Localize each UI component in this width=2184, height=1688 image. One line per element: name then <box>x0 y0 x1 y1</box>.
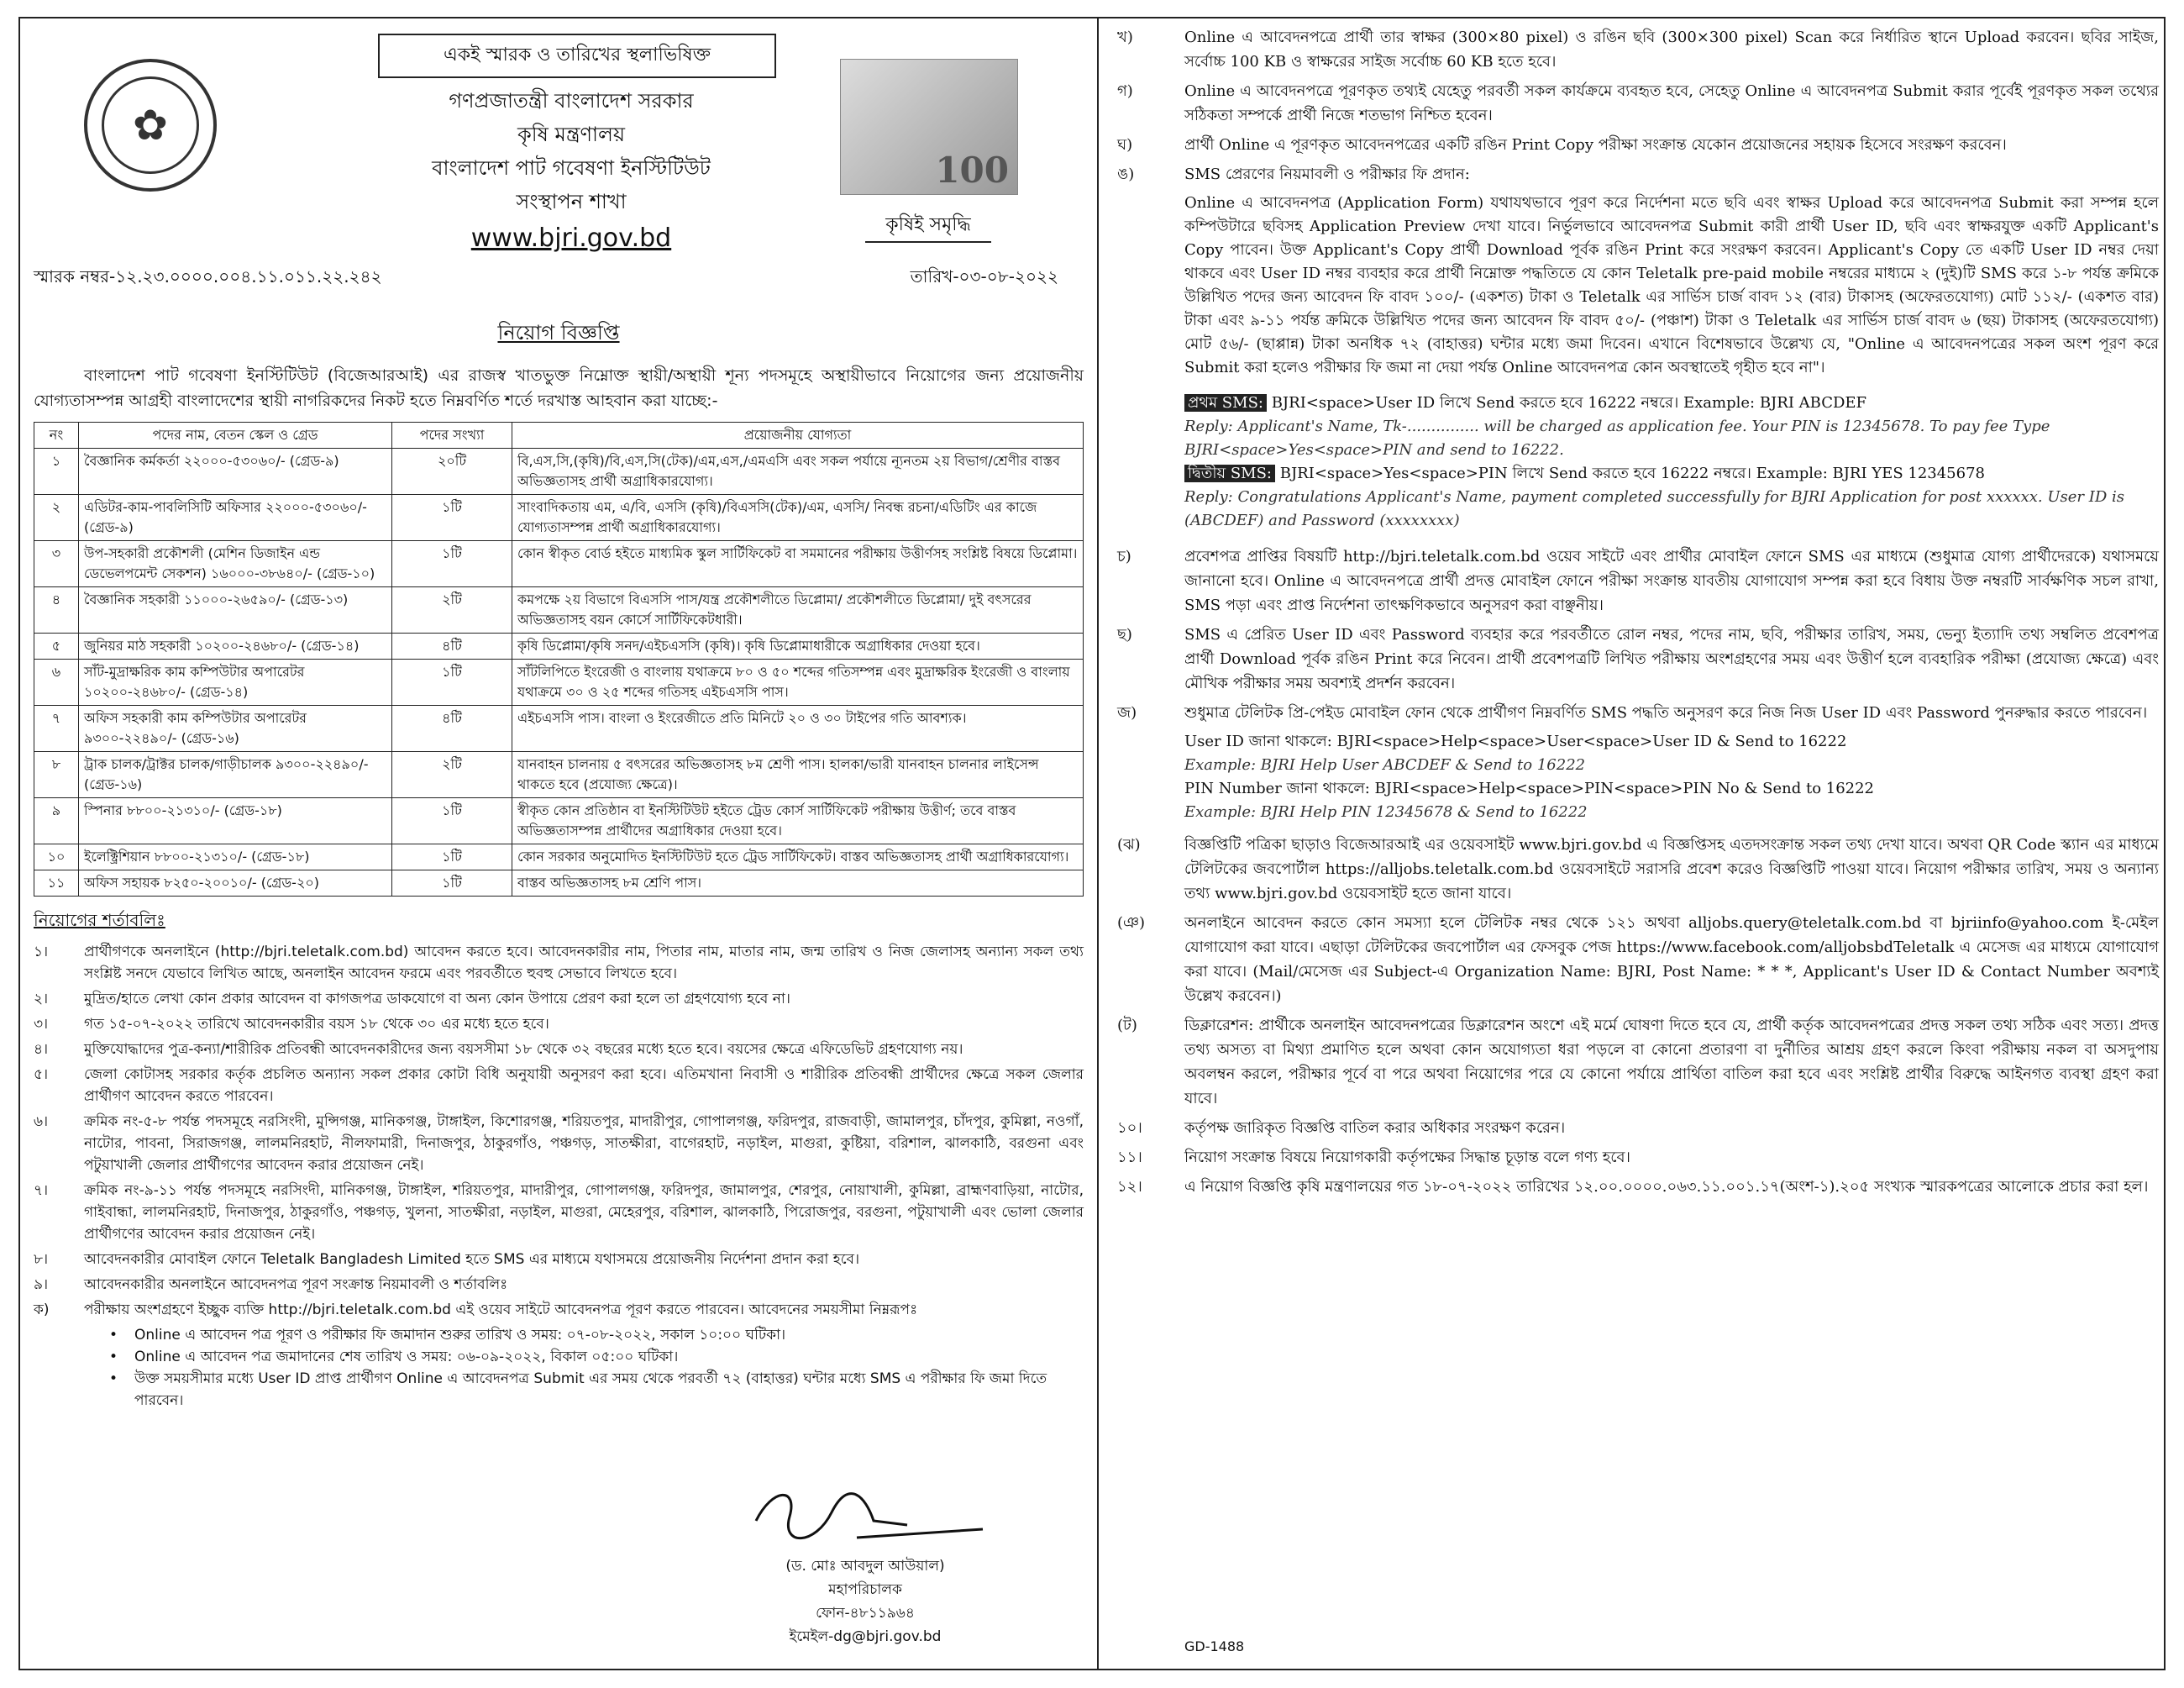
right-column <box>1117 25 2159 1204</box>
table-row <box>34 844 1084 870</box>
vacancy-rows <box>34 449 1084 897</box>
row-post: জুনিয়র মাঠ সহকারী ১০২০০-২৪৬৮০/- (গ্রেড-১৪) <box>79 634 392 660</box>
item-number: চ) <box>1117 548 1131 565</box>
row-qual: এইচএসসি পাস। বাংলা ও ইংরেজীতে প্রতি মিনিটে ২০ ও ৩০ টাইপের গতি আবশ্যক। <box>512 706 1084 752</box>
item-number: ১। <box>34 944 49 960</box>
item-text: অনলাইনে আবেদন করতে কোন সমস্যা হলে টেলিটক নম্বর থেকে ১২১ অথবা alljobs.query@teletalk.com.bd বা bjriinfo@yahoo.com ই-মেইল যোগাযোগ করা যাবে। এছাড়া টেলিটকের জবপোর্টাল এর ফেসবুক পেজ https://www.facebook.com/alljobsbdTeletalk এ মেসেজ এর মাধ্যমে যোগাযোগ করা যাবে। (Mail/মেসেজ এর Subject-এ Organization Name: BJRI, Post Name: * * *, Applicant's User ID & Contact Number অবশ্যই উল্লেখ করবেন।) <box>1184 914 2159 1005</box>
rules-list-b <box>1117 544 2159 725</box>
row-no: ৭ <box>34 706 79 752</box>
item-number: ৪। <box>34 1041 49 1058</box>
item-number: (ঝ) <box>1117 836 1141 854</box>
item-number: ঙ) <box>1117 166 1135 183</box>
table-row <box>34 706 1084 752</box>
list-item <box>1117 162 2159 187</box>
row-count: ২টি <box>392 752 512 798</box>
sms-second-text: BJRI<space>Yes<space>PIN লিখে Send করতে হবে 16222 নম্বরে। Example: BJRI YES 12345678 <box>1279 465 1985 482</box>
list-item <box>1117 79 2159 128</box>
list-item <box>34 1111 1084 1176</box>
sms-first-text: BJRI<space>User ID লিখে Send করতে হবে 16222 নম্বরে। Example: BJRI ABCDEF <box>1271 394 1867 412</box>
signatory-name: (ড. মোঃ আবদুল আউয়াল) <box>785 1558 945 1575</box>
row-count: ১টি <box>392 541 512 587</box>
table-row <box>34 798 1084 844</box>
row-post: বৈজ্ঞানিক সহকারী ১১০০০-২৬৫৯০/- (গ্রেড-১৩) <box>79 587 392 634</box>
bullet-icon: • <box>109 1370 118 1387</box>
table-row <box>34 660 1084 706</box>
column-divider <box>1097 17 1099 1670</box>
table-header-row <box>34 423 1084 449</box>
conditions-list <box>34 941 1084 1321</box>
banner-box: একই স্মারক ও তারিখের স্থলাভিষিক্ত <box>378 34 776 78</box>
institute-seal-icon: ✿ <box>84 59 217 192</box>
item-text: শুধুমাত্র টেলিটক প্রি-পেইড মোবাইল ফোন থেকে প্রার্থীগণ নিম্নবর্ণিত SMS পদ্ধতি অনুসরণ করে নিজ নিজ User ID এবং Password পুনরুদ্ধার করতে পারবেন। <box>1184 704 2148 722</box>
item-number: গ) <box>1117 82 1133 100</box>
list-item <box>1117 1013 2159 1111</box>
deadline-text: Online এ আবেদন পত্র পূরণ ও পরীক্ষার ফি জমাদান শুরুর তারিখ ও সময়: ০৭-০৮-২০২২, সকাল ১০:০০ ঘটিকা। <box>134 1327 786 1344</box>
table-row <box>34 495 1084 541</box>
item-text: নিয়োগ সংক্রান্ত বিষয়ে নিয়োগকারী কর্তৃপক্ষের সিদ্ধান্ত চূড়ান্ত বলে গণ্য হবে। <box>1184 1149 1630 1166</box>
item-number: ১০। <box>1117 1119 1142 1137</box>
sms-first <box>1184 392 2159 415</box>
signatory-title: মহাপরিচালক <box>828 1581 902 1598</box>
signature-block <box>714 1479 1016 1649</box>
portrait-mark: 100 <box>935 150 1009 191</box>
row-post: ইলেক্ট্রিশিয়ান ৮৮০০-২১৩১০/- (গ্রেড-১৮) <box>79 844 392 870</box>
item-text: কর্তৃপক্ষ জারিকৃত বিজ্ঞপ্তি বাতিল করার অধিকার সংরক্ষণ করেন। <box>1184 1119 1566 1137</box>
list-item <box>34 1180 1084 1245</box>
item-number: ছ) <box>1117 626 1132 644</box>
row-no: ৪ <box>34 587 79 634</box>
item-number: (ঞ) <box>1117 914 1146 932</box>
item-text: বিজ্ঞপ্তিটি পত্রিকা ছাড়াও বিজেআরআই এর ওয়েবসাইট www.bjri.gov.bd এ বিজ্ঞপ্তিসহ এতদসংক্রান্ত সকল তথ্য দেখা যাবে। অথবা QR Code স্ক্যান এর মাধ্যমে টেলিটকের জবপোর্টাল https://alljobs.teletalk.com.bd ওয়েবসাইটে সরাসরি প্রবেশ করেও বিজ্ঞপ্তিটি পাওয়া যাবে। নিয়োগ পরীক্ষার তারিখ, সময় ও অন্যান্য তথ্য www.bjri.gov.bd ওয়েবসাইট হতে জানা যাবে। <box>1184 836 2159 902</box>
item-text: SMS এ প্রেরিত User ID এবং Password ব্যবহার করে পরবর্তীতে রোল নম্বর, পদের নাম, ছবি, পরীক্ষার তারিখ, সময়, ভেন্যু ইত্যাদি তথ্য সম্বলিত প্রবেশপত্র প্রার্থী Download পূর্বক রঙিন Print করে নিবেন। প্রার্থী প্রবেশপত্রটি লিখিত পরীক্ষায় অংশগ্রহণের সময় এবং উত্তীর্ণ হলে ব্যবহারিক পরীক্ষা (প্রযোজ্য ক্ষেত্রে) এবং মৌখিক পরীক্ষার সময় অবশ্যই প্রদর্শন করবেন। <box>1184 626 2159 692</box>
item-text: SMS প্রেরণের নিয়মাবলী ও পরীক্ষার ফি প্রদান: <box>1184 166 1470 183</box>
row-post: উপ-সহকারী প্রকৌশলী (মেশিন ডিজাইন এন্ড ডেভেলপমেন্ট সেকশন) ১৬০০০-৩৮৬৪০/- (গ্রেড-১০) <box>79 541 392 587</box>
row-no: ৯ <box>34 798 79 844</box>
table-row <box>34 752 1084 798</box>
signatory-email[interactable]: ইমেইল-dg@bjri.gov.bd <box>789 1628 942 1645</box>
institute-name: বাংলাদেশ পাট গবেষণা ইনস্টিটিউট <box>432 156 711 180</box>
row-qual: যানবাহন চালনায় ৫ বৎসরের অভিজ্ঞতাসহ ৮ম শ্রেণী পাস। হালকা/ভারী যানবাহন চালনার লাইসেন্স থাকতে হবে (প্রযোজ্য ক্ষেত্রে)। <box>512 752 1084 798</box>
list-item <box>1117 1175 2159 1199</box>
bullet-icon: • <box>109 1327 118 1344</box>
item-number: ৮। <box>34 1251 49 1268</box>
item-text: ডিক্লারেশন: প্রার্থীকে অনলাইন আবেদনপত্রের ডিক্লারেশন অংশে এই মর্মে ঘোষণা দিতে হবে যে, প্রার্থী কর্তৃক আবেদনপত্রের প্রদত্ত সকল তথ্য সঠিক এবং সত্য। প্রদত্ত তথ্য অসত্য বা মিথ্যা প্রমাণিত হলে অথবা কোন অযোগ্যতা ধরা পড়লে বা কোনো প্রতারণা বা দুর্নীতির আশ্রয় গ্রহণ করলে কিংবা পরীক্ষায় নকল বা অসদুপায় অবলম্বন করলে, পরীক্ষার পূর্বে বা পরে অথবা নিয়োগের পরে যে কোনো পর্যায়ে প্রার্থিতা বাতিল করা হবে এবং সংশ্লিষ্ট প্রার্থীর বিরুদ্ধে আইনগত ব্যবস্থা গ্রহণ করা যাবে। <box>1184 1017 2159 1107</box>
notice-intro: বাংলাদেশ পাট গবেষণা ইনস্টিটিউট (বিজেআরআই) এর রাজস্ব খাতভুক্ত নিম্নোক্ত স্থায়ী/অস্থায়ী শূন্য পদসমূহে অস্থায়ীভাবে নিয়োগের জন্য প্রয়োজনীয় যোগ্যতাসম্পন্ন আগ্রহী বাংলাদেশের স্থায়ী নাগরিকদের নিকট হতে নিম্নবর্ণিত শর্তে দরখাস্ত আহবান করা যাচ্ছে:- <box>34 366 1084 410</box>
list-item <box>1117 1145 2159 1170</box>
item-text: জেলা কোটাসহ সরকার কর্তৃক প্রচলিত অন্যান্য সকল প্রকার কোটা বিধি অনুযায়ী অনুসরণ করা হবে। এতিমখানা নিবাসী ও শারীরিক প্রতিবন্ধী প্রার্থীদের ক্ষেত্রে সকল জেলার প্রার্থীগণ আবেদন করতে পারবেন। <box>84 1066 1084 1105</box>
list-item <box>34 1249 1084 1270</box>
item-text: প্রবেশপত্র প্রাপ্তির বিষয়টি http://bjri.teletalk.com.bd ওয়েব সাইটে এবং প্রার্থীর মোবাইল ফোনে SMS এর মাধ্যমে (শুধুমাত্র যোগ্য প্রার্থীদেরকে) যথাসময়ে জানানো হবে। Online এ আবেদনপত্রে প্রার্থী প্রদত্ত মোবাইল ফোনে পরীক্ষা সংক্রান্ত যাবতীয় যোগাযোগ সম্পন্ন করা হবে বিধায় উক্ত নম্বরটি সার্বক্ষণিক সচল রাখা, SMS পড়া এবং প্রাপ্ত নির্দেশনা তাৎক্ষণিকভাবে অনুসরণ করা বাঞ্ছনীয়। <box>1184 548 2159 614</box>
sms-first-reply: Reply: Applicant's Name, Tk-............... will be charged as application fee. Your PIN is 12345678. To pay fee Type BJRI<space>Yes<space>PIN and send to 16222. <box>1184 418 2050 459</box>
gov-name: গণপ্রজাতন্ত্রী বাংলাদেশ সরকার <box>449 89 694 113</box>
row-no: ৮ <box>34 752 79 798</box>
list-item <box>1117 133 2159 157</box>
deadline-text: উক্ত সময়সীমার মধ্যে User ID প্রাপ্ত প্রার্থীগণ Online এ আবেদনপত্র Submit এর সময় থেকে পরবর্তী ৭২ (বাহাত্তর) ঘন্টার মধ্যে SMS এ পরীক্ষার ফি জমা দিতে পারবেন। <box>134 1370 1047 1409</box>
row-qual: সাংবাদিকতায় এম, এ/বি, এসসি (কৃষি)/বিএসসি(টেক)/এম, এসসি/ নিবন্ধ রচনা/এডিটিং এর কাজে যোগ্যতাসম্পন্ন প্রার্থী অগ্রাধিকারযোগ্য। <box>512 495 1084 541</box>
col-qual: প্রয়োজনীয় যোগ্যতা <box>512 423 1084 449</box>
letterhead <box>34 25 1084 302</box>
item-number: জ) <box>1117 704 1137 722</box>
bullet-icon: • <box>109 1349 118 1365</box>
signature-scribble-icon <box>739 1479 991 1554</box>
list-item <box>34 1299 1084 1321</box>
row-qual: কোন সরকার অনুমোদিত ইনস্টিটিউট হতে ট্রেড সার্টিফিকেট। বাস্তব অভিজ্ঞতাসহ প্রার্থী অগ্রাধিকারযোগ্য। <box>512 844 1084 870</box>
portrait-image <box>840 59 1018 195</box>
item-text: মুক্তিযোদ্ধাদের পুত্র-কন্যা/শারীরিক প্রতিবন্ধী আবেদনকারীদের জন্য বয়সসীমা ১৮ থেকে ৩২ বছরের মধ্যে হতে হবে। বয়সের ক্ষেত্রে এফিডেভিট গ্রহণযোগ্য নয়। <box>84 1041 963 1058</box>
deadline-bullets <box>34 1324 1084 1412</box>
row-count: ১টি <box>392 660 512 706</box>
row-qual: স্বীকৃত কোন প্রতিষ্ঠান বা ইনস্টিটিউট হইতে ট্রেড কোর্স সার্টিফিকেট পরীক্ষায় উত্তীর্ণ; তবে বাস্তব অভিজ্ঞতাসম্পন্ন প্রার্থীদের অগ্রাধিকার দেওয়া হবে। <box>512 798 1084 844</box>
table-row <box>34 449 1084 495</box>
row-post: এডিটর-কাম-পাবলিসিটি অফিসার ২২০০০-৫৩০৬০/- (গ্রেড-৯) <box>79 495 392 541</box>
row-post: স্পিনার ৮৮০০-২১৩১০/- (গ্রেড-১৮) <box>79 798 392 844</box>
row-post: বৈজ্ঞানিক কর্মকর্তা ২২০০০-৫৩০৬০/- (গ্রেড-৯) <box>79 449 392 495</box>
item-number: ৬। <box>34 1113 49 1130</box>
item-text: মুদ্রিত/হাতে লেখা কোন প্রকার আবেদন বা কাগজপত্র ডাকযোগে বা অন্য কোন উপায়ে প্রেরণ করা হলে তা গ্রহণযোগ্য হবে না। <box>84 991 790 1007</box>
ministry-name: কৃষি মন্ত্রণালয় <box>517 123 625 146</box>
list-item <box>34 1064 1084 1107</box>
memo-number: স্মারক নম্বর-১২.২৩.০০০০.০০৪.১১.০১১.২২.২৪২ <box>34 266 382 287</box>
item-number: ক) <box>34 1301 50 1318</box>
row-qual: কমপক্ষে ২য় বিভাগে বিএসসি পাস/যন্ত্র প্রকৌশলীতে ডিপ্লোমা/ প্রকৌশলীতে ডিপ্লোমা/ দুই বৎসরের অভিজ্ঞতাসহ বয়ন কোর্সে সার্টিফিকেটধারী। <box>512 587 1084 634</box>
table-row <box>34 541 1084 587</box>
row-count: ২টি <box>392 587 512 634</box>
row-count: ২০টি <box>392 449 512 495</box>
row-count: ১টি <box>392 798 512 844</box>
item-text: আবেদনকারীর মোবাইল ফোনে Teletalk Bangladesh Limited হতে SMS এর মাধ্যমে যথাসময়ে প্রয়োজনীয় নির্দেশনা প্রদান করা হবে। <box>84 1251 860 1268</box>
recover-line: PIN Number জানা থাকলে: BJRI<space>Help<space>PIN<space>PIN No & Send to 16222 <box>1184 780 1875 797</box>
list-item <box>34 1274 1084 1296</box>
sms-second <box>1184 462 2159 486</box>
item-text: আবেদনকারীর অনলাইনে আবেদনপত্র পূরণ সংক্রান্ত নিয়মাবলী ও শর্তাবলিঃ <box>84 1276 508 1293</box>
col-post: পদের নাম, বেতন স্কেল ও গ্রেড <box>79 423 392 449</box>
sms-first-label: প্রথম SMS: <box>1184 394 1267 412</box>
item-text: ক্রমিক নং-৫-৮ পর্যন্ত পদসমূহে নরসিংদী, মুন্সিগঞ্জ, মানিকগঞ্জ, টাঙ্গাইল, কিশোরগঞ্জ, শরিয়তপুর, মাদারীপুর, গোপালগঞ্জ, ফরিদপুর, রাজবাড়ী, জামালপুর, চাঁদপুর, কুমিল্লা, নওগাঁ, নাটোর, পাবনা, সিরাজগঞ্জ, লালমনিরহাট, নীলফামারী, দিনাজপুর, ঠাকুরগাঁও, পঞ্চগড়, সাতক্ষীরা, বাগেরহাট, নড়াইল, মাগুরা, কুষ্টিয়া, বরিশাল, ঝালকাঠি, বরগুনা এবং পটুয়াখালী জেলার প্রার্থীগণের আবেদন করার প্রয়োজন নেই। <box>84 1113 1084 1174</box>
recover-instructions <box>1117 730 2159 824</box>
list-item <box>1117 25 2159 74</box>
handwritten-signature <box>714 1479 1016 1554</box>
col-no: নং <box>34 423 79 449</box>
row-count: ১টি <box>392 844 512 870</box>
letterhead-text <box>286 84 857 255</box>
item-number: (ট) <box>1117 1017 1137 1034</box>
item-text: এ নিয়োগ বিজ্ঞপ্তি কৃষি মন্ত্রণালয়ের গত ১৮-০৭-২০২২ তারিখের ১২.০০.০০০০.০৬৩.১১.০০১.১৭(অংশ-১).২০৫ সংখ্যক স্মারকপত্রের আলোকে প্রচার করা হল। <box>1184 1178 2149 1196</box>
row-no: ১ <box>34 449 79 495</box>
signatory-phone: ফোন-৪৮১১৯৬৪ <box>816 1605 915 1622</box>
item-text: পরীক্ষায় অংশগ্রহণে ইচ্ছুক ব্যক্তি http://bjri.teletalk.com.bd এই ওয়েব সাইটে আবেদনপত্র পূরণ করতে পারবেন। আবেদনের সময়সীমা নিম্নরূপঃ <box>84 1301 918 1318</box>
table-row <box>34 634 1084 660</box>
row-no: ১০ <box>34 844 79 870</box>
deadline-item <box>109 1346 1084 1368</box>
row-no: ৩ <box>34 541 79 587</box>
list-item <box>34 1039 1084 1060</box>
item-number: ১১। <box>1117 1149 1142 1166</box>
list-item <box>1117 911 2159 1008</box>
row-count: ১টি <box>392 870 512 897</box>
row-no: ৬ <box>34 660 79 706</box>
list-item <box>34 988 1084 1010</box>
vacancy-table <box>34 422 1084 897</box>
item-number: ৫। <box>34 1066 49 1083</box>
col-count: পদের সংখ্যা <box>392 423 512 449</box>
row-qual: বাস্তব অভিজ্ঞতাসহ ৮ম শ্রেণি পাস। <box>512 870 1084 897</box>
rules-list-c <box>1117 833 2159 1199</box>
branch-name: সংস্থাপন শাখা <box>516 190 627 213</box>
table-row <box>34 870 1084 897</box>
gd-number: GD-1488 <box>1184 1638 1245 1654</box>
item-text: প্রার্থীগণকে অনলাইনে (http://bjri.teletalk.com.bd) আবেদন করতে হবে। আবেদনকারীর নাম, পিতার নাম, মাতার নাম, জন্ম তারিখ ও নিজ জেলাসহ অন্যান্য সকল তথ্য সংশ্লিষ্ট সনদে যেভাবে লিখিত আছে, অনলাইন আবেদন ফরমে এবং পরবর্তীতে হুবহু সেভাবে লিখতে হবে। <box>84 944 1084 982</box>
deadline-item <box>109 1324 1084 1346</box>
notice-title: নিয়োগ বিজ্ঞপ্তি <box>497 321 620 344</box>
item-number: ২। <box>34 991 49 1007</box>
deadline-text: Online এ আবেদন পত্র জমাদানের শেষ তারিখ ও সময়: ০৬-০৯-২০২২, বিকাল ০৫:০০ ঘটিকা। <box>134 1349 679 1365</box>
item-text: Online এ আবেদনপত্রে প্রার্থী তার স্বাক্ষর (300×80 pixel) ও রঙিন ছবি (300×300 pixel) Scan করে নির্ধারিত স্থানে Upload করবেন। ছবির সাইজ, সর্বোচ্চ 100 KB ও স্বাক্ষরের সাইজ সর্বোচ্চ 60 KB হতে হবে। <box>1184 29 2159 71</box>
sms-paragraph: Online এ আবেদনপত্র (Application Form) যথাযথভাবে পূরণ করে নির্দেশনা মতে ছবি এবং স্বাক্ষর Upload করে আবেদনপত্র Submit করা সম্পন্ন হলে কম্পিউটারে ছবিসহ Application Preview দেখা যাবে। নির্ভুলভাবে আবেদনপত্র Submit কারী প্রার্থী User ID, ছবি এবং স্বাক্ষরযুক্ত একটি Applicant's Copy পাবেন। উক্ত Applicant's Copy প্রার্থী Download পূর্বক রঙিন Print করে সংরক্ষণ করবেন। Applicant's Copy তে একটি User ID নম্বর দেয়া থাকবে এবং User ID নম্বর ব্যবহার করে প্রার্থী নিম্নোক্ত পদ্ধতিতে যে কোন Teletalk pre-paid mobile নম্বরের মাধ্যমে ২ (দুই)টি SMS করে ১-৮ পর্যন্ত ক্রমিকে উল্লিখিত পদের জন্য আবেদন ফি বাবদ ১০০/- (একশত) টাকা ও Teletalk এর সার্ভিস চার্জ বাবদ ১২ (বার) টাকাসহ (অফেরতযোগ্য) মোট ১১২/- (একশত বার) টাকা এবং ৯-১১ পর্যন্ত ক্রমিকে উল্লিখিত পদের জন্য আবেদন ফি বাবদ ৫০/- (পঞ্চাশ) টাকা ও Teletalk এর সার্ভিস চার্জ বাবদ ৬ (ছয়) টাকাসহ (অফেরতযোগ্য) মোট ৫৬/- (ছাপ্পান্ন) টাকা অনধিক ৭২ (বাহাত্তর) ঘন্টার মধ্যে জমা দিবেন। এখানে বিশেষভাবে উল্লেখ্য যে, "Online এ আবেদনপত্রের সকল অংশ পূরণ করে Submit করা হলেও পরীক্ষার ফি জমা না দেয়া পর্যন্ত Online আবেদনপত্র কোন অবস্থাতেই গৃহীত হবে না"। <box>1184 194 2159 376</box>
item-number: খ) <box>1117 29 1133 46</box>
memo-date: তারিখ-০৩-০৮-২০২২ <box>910 266 1058 287</box>
item-number: ঘ) <box>1117 136 1133 154</box>
tagline: কৃষিই সমৃদ্ধি <box>865 210 991 243</box>
deadline-item <box>109 1368 1084 1412</box>
sms-second-reply: Reply: Congratulations Applicant's Name, payment completed successfully for BJRI Application for post xxxxxx. User ID is (ABCDEF) and Password (xxxxxxxx) <box>1184 488 2124 529</box>
website-link[interactable]: www.bjri.gov.bd <box>470 223 672 253</box>
list-item <box>34 941 1084 985</box>
row-count: ৪টি <box>392 706 512 752</box>
list-item <box>1117 833 2159 906</box>
recover-line: Example: BJRI Help User ABCDEF & Send to 16222 <box>1184 756 1586 774</box>
sms-second-label: দ্বিতীয় SMS: <box>1184 465 1275 482</box>
rules-list-a <box>1117 25 2159 187</box>
table-row <box>34 587 1084 634</box>
conditions-heading: নিয়োগের শর্তাবলিঃ <box>34 910 165 930</box>
row-post: সাঁট-মুদ্রাক্ষরিক কাম কম্পিউটার অপারেটর ১০২০০-২৪৬৮০/- (গ্রেড-১৪) <box>79 660 392 706</box>
row-post: অফিস সহকারী কাম কম্পিউটার অপারেটর ৯৩০০-২২৪৯০/- (গ্রেড-১৬) <box>79 706 392 752</box>
item-text: Online এ আবেদনপত্রে পূরণকৃত তথ্যই যেহেতু পরবর্তী সকল কার্যক্রমে ব্যবহৃত হবে, সেহেতু Online এ আবেদনপত্র Submit করার পূর্বেই পূরণকৃত সকল তথ্যের সঠিকতা সম্পর্কে প্রার্থী নিজে শতভাগ নিশ্চিত হবেন। <box>1184 82 2159 124</box>
item-number: ৭। <box>34 1182 49 1199</box>
row-post: অফিস সহায়ক ৮২৫০-২০০১০/- (গ্রেড-২০) <box>79 870 392 897</box>
item-text: ক্রমিক নং-৯-১১ পর্যন্ত পদসমূহে নরসিংদী, মানিকগঞ্জ, টাঙ্গাইল, শরিয়তপুর, মাদারীপুর, গোপালগঞ্জ, ফরিদপুর, জামালপুর, শেরপুর, নোয়াখালী, কুমিল্লা, ব্রাহ্মণবাড়িয়া, নাটোর, গাইবান্ধা, লালমনিরহাট, দিনাজপুর, ঠাকুরগাঁও, পঞ্চগড়, খুলনা, সাতক্ষীরা, নড়াইল, মাগুরা, মেহেরপুর, বরিশাল, ঝালকাঠি, পিরোজপুর, বরগুনা, পটুয়াখালী এবং ভোলা জেলার প্রার্থীগণের আবেদন করার প্রয়োজন নেই। <box>84 1182 1084 1243</box>
row-qual: কোন স্বীকৃত বোর্ড হইতে মাধ্যমিক স্কুল সার্টিফিকেট বা সমমানের পরীক্ষায় উত্তীর্ণসহ সংশ্লিষ্ট বিষয়ে ডিপ্লোমা। <box>512 541 1084 587</box>
item-text: প্রার্থী Online এ পূরণকৃত আবেদনপত্রের একটি রঙিন Print Copy পরীক্ষা সংক্রান্ত যেকোন প্রয়োজনের সহায়ক হিসেবে সংরক্ষণ করবেন। <box>1184 136 2007 154</box>
item-number: ৯। <box>34 1276 49 1293</box>
row-qual: বি,এস,সি,(কৃষি)/বি,এস,সি(টেক)/এম,এস,/এমএসি এবং সকল পর্যায়ে ন্যূনতম ২য় বিভাগ/শ্রেণীর বাস্তব অভিজ্ঞতাসহ প্রার্থী অগ্রাধিকারযোগ্য। <box>512 449 1084 495</box>
row-qual: সাঁটলিপিতে ইংরেজী ও বাংলায় যথাক্রমে ৮০ ও ৫০ শব্দের গতিসম্পন্ন এবং মুদ্রাক্ষরিক ইংরেজী ও বাংলায় যথাক্রমে ৩০ ও ২৫ শব্দের গতিসহ এইচএসসি পাস। <box>512 660 1084 706</box>
list-item <box>1117 701 2159 725</box>
recover-line: User ID জানা থাকলে: BJRI<space>Help<space>User<space>User ID & Send to 16222 <box>1184 733 1847 750</box>
list-item <box>1117 623 2159 696</box>
left-column <box>34 25 1084 1412</box>
item-text: গত ১৫-০৭-২০২২ তারিখে আবেদনকারীর বয়স ১৮ থেকে ৩০ এর মধ্যে হতে হবে। <box>84 1016 549 1033</box>
item-number: ১২। <box>1117 1178 1142 1196</box>
row-count: ১টি <box>392 495 512 541</box>
item-number: ৩। <box>34 1016 49 1033</box>
list-item <box>1117 544 2159 618</box>
row-no: ২ <box>34 495 79 541</box>
list-item <box>1117 1116 2159 1140</box>
row-count: ৪টি <box>392 634 512 660</box>
list-item <box>34 1013 1084 1035</box>
row-qual: কৃষি ডিপ্লোমা/কৃষি সনদ/এইচএসসি (কৃষি)। কৃষি ডিপ্লোমাধারীকে অগ্রাধিকার দেওয়া হবে। <box>512 634 1084 660</box>
row-no: ৫ <box>34 634 79 660</box>
row-no: ১১ <box>34 870 79 897</box>
recover-line: Example: BJRI Help PIN 12345678 & Send to 16222 <box>1184 803 1588 821</box>
row-post: ট্রাক চালক/ট্রাক্টর চালক/গাড়ীচালক ৯৩০০-২২৪৯০/- (গ্রেড-১৬) <box>79 752 392 798</box>
